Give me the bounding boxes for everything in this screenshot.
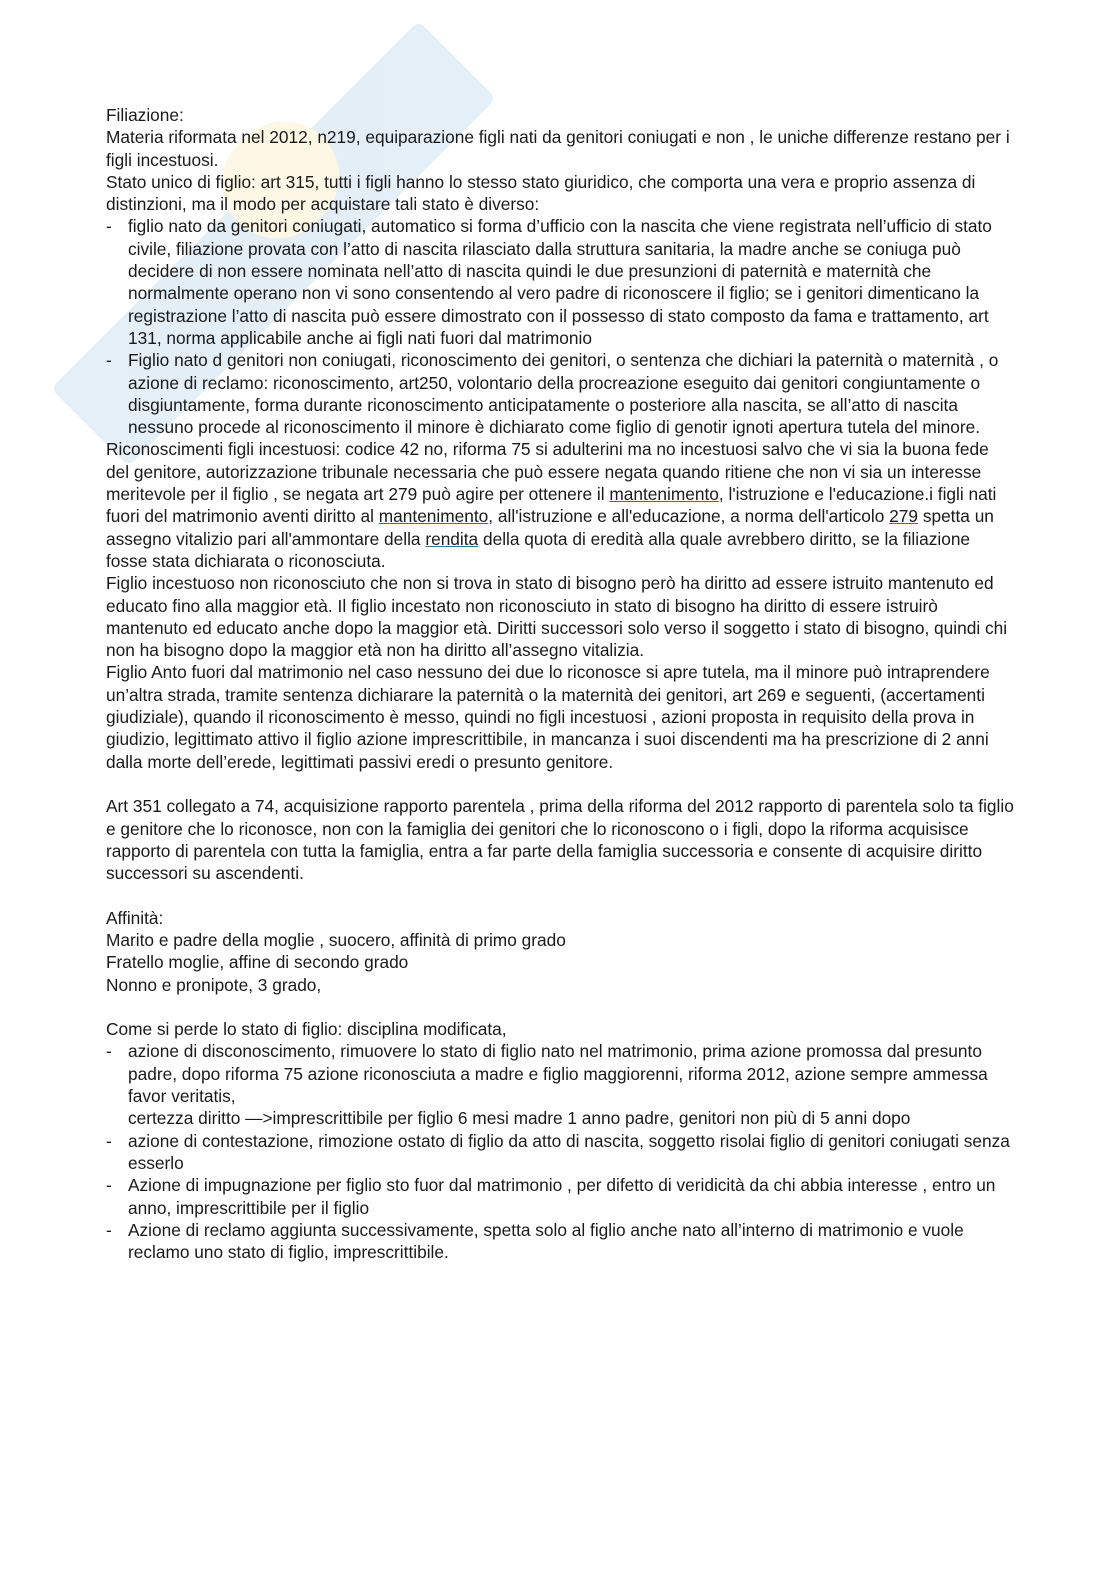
list-item <box>106 1040 1016 1129</box>
list-item <box>106 215 1016 349</box>
mantenimento-link[interactable]: mantenimento <box>609 484 719 505</box>
intro-paragraph-1: Materia riformata nel 2012, n219, equiparazione figli nati da genitori coniugati e non , le uniche differenze restano per i figli incestuosi. <box>106 127 1010 170</box>
text-run: spetta un assegno vitalizio pari all'ammontare della <box>106 506 994 549</box>
perdita-list <box>106 1040 1016 1263</box>
incestuosi-paragraph <box>106 438 1016 572</box>
dash-bullet: - <box>106 1130 112 1151</box>
affinita-line-3: Nonno e pronipote, 3 grado, <box>106 974 322 995</box>
affinita-line-1: Marito e padre della moglie , suocero, affinità di primo grado <box>106 929 566 950</box>
dash-bullet: - <box>106 350 112 371</box>
fuori-matrimonio-paragraph: Figlio Anto fuori dal matrimonio nel caso nessuno dei due lo riconosce si apre tutela, ma il minore può intraprendere un’altra strada, tramite sentenza dichiarare la paternità o la maternità dei genitori, art 269 e seguenti, (accertamenti giudiziale), quando il riconoscimento è messo, quindi no figli incestuosi , azioni proposta in requisito della prova in giudizio, legittimato attivo il figlio azione imprescrittibile, in mancanza i suoi discendenti ma ha prescrizione di 2 anni dalla morte dell’erede, legittimati passivi eredi o presunto genitore. <box>106 662 990 772</box>
dash-bullet: - <box>106 1041 112 1062</box>
section-title: Filiazione: <box>106 105 184 125</box>
intro-paragraph-2: Stato unico di figlio: art 315, tutti i figli hanno lo stesso stato giuridico, che comporta una vera e proprio assenza di distinzioni, ma il modo per acquistare tali stato è diverso: <box>106 171 976 215</box>
list-item-text: Figlio nato d genitori non coniugati, riconoscimento dei genitori, o sentenza che dichiari la paternità o maternità , o azione di reclamo: riconoscimento, art250, volontario della procreazione eseguito dai genitori congiuntamente o disgiuntamente, forma durante riconoscimento anticipatamente o posteriore alla nascita, se all’atto di nascita nessuno procede al riconoscimento il minore è dichiarato come figlio di genotir ignoti apertura tutela del minore. <box>128 350 999 438</box>
affinita-line-2: Fratello moglie, affine di secondo grado <box>106 952 409 973</box>
paragraph-gap <box>106 884 1016 906</box>
list-item-text: Azione di reclamo aggiunta successivamente, spetta solo al figlio anche nato all’interno di matrimonio e vuole reclamo uno stato di figlio, imprescrittibile. <box>128 1219 964 1263</box>
article-279-link[interactable]: 279 <box>889 506 919 527</box>
list-item <box>106 349 1016 438</box>
list-item-text: azione di contestazione, rimozione ostato di figlio da atto di nascita, soggetto risolai figlio di genitori coniugati senza esserlo <box>128 1130 1010 1173</box>
list-item-text-continued: certezza diritto —>imprescrittibile per figlio 6 mesi madre 1 anno padre, genitori non più di 5 anni dopo <box>128 1108 911 1129</box>
text-run: , all'istruzione e all'educazione, a norma dell'articolo <box>488 506 890 527</box>
text-run: , l'istruzione e l'educazione.i figli nati fuori del matrimonio aventi diritto al <box>106 484 997 527</box>
dash-bullet: - <box>106 1219 112 1240</box>
list-item <box>106 1130 1016 1175</box>
text-run: della quota di eredità alla quale avrebbero diritto, se la filiazione fosse stata dichiarata o riconosciuta. <box>106 528 971 571</box>
art351-paragraph: Art 351 collegato a 74, acquisizione rapporto parentela , prima della riforma del 2012 rapporto di parentela solo ta figlio e genitore che lo riconosce, non con la famiglia dei genitori che lo riconoscono o i figli, dopo la riforma acquisisce rapporto di parentela con tutta la famiglia, entra a far parte della famiglia successoria e consente di acquisire diritto successori su ascendenti. <box>106 796 1014 884</box>
rendita-link[interactable]: rendita <box>425 528 479 549</box>
list-item <box>106 1174 1016 1219</box>
list-item-text: azione di disconoscimento, rimuovere lo stato di figlio nato nel matrimonio, prima azione promossa dal presunto padre, dopo riforma 75 azione riconosciuta a madre e figlio maggiorenni, riforma 2012, azione sempre ammessa favor veritatis, <box>128 1041 988 1107</box>
list-item-text: Azione di impugnazione per figlio sto fuor dal matrimonio , per difetto di veridicità da chi abbia interesse , entro un anno, imprescrittibile per il figlio <box>128 1175 996 1218</box>
dash-bullet: - <box>106 216 112 237</box>
list-item-text: figlio nato da genitori coniugati, automatico si forma d’ufficio con la nascita che viene registrata nell’ufficio di stato civile, filiazione provata con l’atto di nascita rilasciato dalla struttura sanitaria, la madre anche se coniuga può decidere di non essere nominata nell’atto di nascita quindi le due presunzioni di paternità e maternità che normalmente operano non vi sono consentendo al vero padre di riconoscere il figlio; se i genitori dimenticano la registrazione l’atto di nascita può essere dimostrato con il possesso di stato composto da fama e trattamento, art 131, norma applicabile anche ai figli nati fuori dal matrimonio <box>128 216 992 348</box>
paragraph-gap <box>106 996 1016 1018</box>
paragraph-gap <box>106 773 1016 795</box>
perdita-heading: Come si perde lo stato di figlio: disciplina modificata, <box>106 1019 507 1040</box>
list-item <box>106 1219 1016 1264</box>
document-body <box>106 104 1016 1263</box>
dash-bullet: - <box>106 1175 112 1196</box>
mantenimento-link-2[interactable]: mantenimento <box>378 506 489 527</box>
stato-list <box>106 215 1016 438</box>
bisogno-paragraph: Figlio incestuoso non riconosciuto che non si trova in stato di bisogno però ha diritto ad essere istruito mantenuto ed educato fino alla maggior età. Il figlio incestato non riconosciuto in stato di bisogno ha diritto di essere istruirò mantenuto ed educato anche dopo la maggior età. Diritti successori solo verso il soggetto i stato di bisogno, quindi chi non ha bisogno dopo la maggior età non ha diritto all’assegno vitalizia. <box>106 573 1008 661</box>
affinita-heading: Affinità: <box>106 907 164 928</box>
text-run: Riconoscimenti figli incestuosi: codice 42 no, riforma 75 si adulterini ma no incestuosi salvo che vi sia la buona fede del genitore, autorizzazione tribunale necessaria che può essere negata quando ritiene che non vi sia un interesse meritevole per il figlio , se negata art 279 può agire per ottenere il <box>106 439 989 505</box>
